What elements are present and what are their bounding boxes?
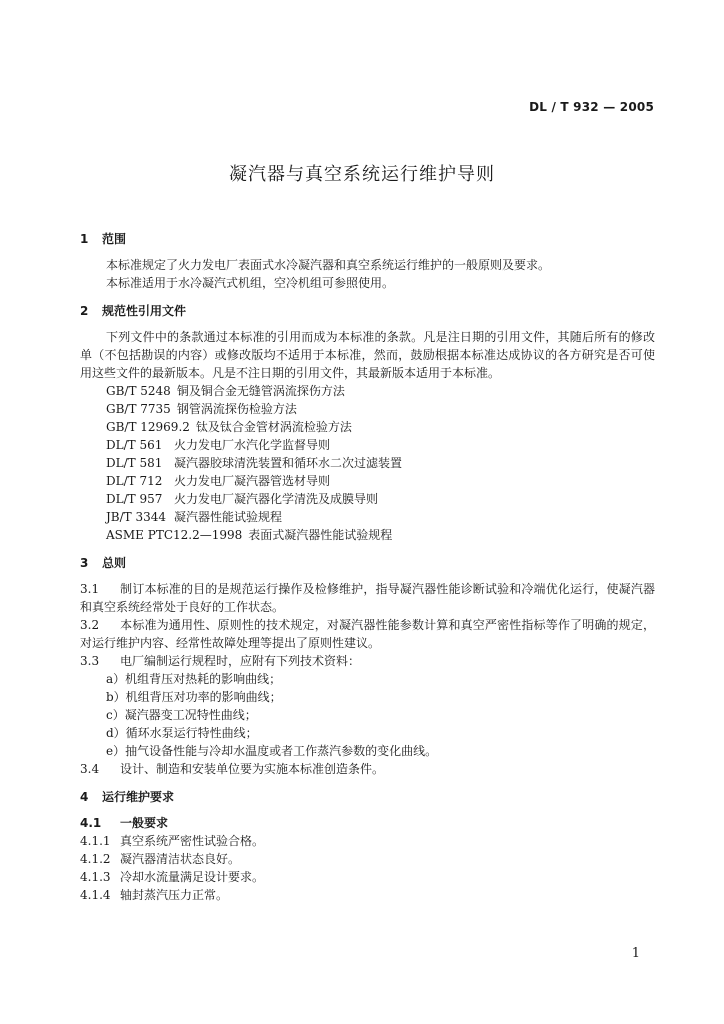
clause-text: 冷却水流量满足设计要求。 — [120, 870, 265, 884]
standard-code: DL / T 932 — 2005 — [529, 100, 654, 114]
section-4-heading — [80, 788, 655, 806]
clause-number: 3.2 — [80, 618, 100, 632]
reference-code: DL/T 561 — [106, 438, 163, 452]
subsection-number: 4.1 — [80, 816, 102, 830]
document-title: 凝汽器与真空系统运行维护导则 — [229, 164, 495, 185]
reference-code: GB/T 5248 — [106, 384, 171, 398]
paragraph: 本标准规定了火力发电厂表面式水冷凝汽器和真空系统运行维护的一般原则及要求。 — [106, 258, 551, 272]
clause-number: 3.3 — [80, 654, 100, 668]
reference-code: JB/T 3344 — [106, 510, 167, 524]
clause-4-1-4 — [80, 886, 655, 904]
section-title: 范围 — [102, 232, 127, 246]
clause-text: 真空系统严密性试验合格。 — [120, 834, 265, 848]
reference-item — [80, 418, 655, 436]
section-number: 1 — [80, 232, 89, 246]
clause-4-1-2 — [80, 850, 655, 868]
clause-text: 凝汽器清洁状态良好。 — [120, 852, 241, 866]
subsection-4-1-heading — [80, 814, 655, 832]
reference-item — [80, 400, 655, 418]
reference-title: 凝汽器胶球清洗装置和循环水二次过滤装置 — [174, 456, 403, 470]
clause-number: 4.1.3 — [80, 870, 111, 884]
clause-4-1-3 — [80, 868, 655, 886]
reference-title: 表面式凝汽器性能试验规程 — [248, 528, 393, 542]
reference-code: ASME PTC12.2—1998 — [106, 528, 243, 542]
reference-item — [80, 526, 655, 544]
reference-code: DL/T 581 — [106, 456, 163, 470]
subsection-title: 一般要求 — [120, 816, 169, 830]
section-3-heading — [80, 554, 655, 572]
reference-title: 火力发电厂水汽化学监督导则 — [174, 438, 331, 452]
reference-item — [80, 472, 655, 490]
list-item: a）机组背压对热耗的影响曲线； — [106, 672, 282, 686]
reference-title: 凝汽器性能试验规程 — [174, 510, 283, 524]
reference-code: DL/T 712 — [106, 474, 163, 488]
clause-number: 3.1 — [80, 582, 100, 596]
reference-item — [80, 382, 655, 400]
section-number: 3 — [80, 556, 89, 570]
clause-text: 设计、制造和安装单位要为实施本标准创造条件。 — [120, 762, 385, 776]
list-item: e）抽气设备性能与冷却水温度或者工作蒸汽参数的变化曲线。 — [106, 744, 438, 758]
clause-3-4 — [80, 760, 655, 778]
reference-item — [80, 436, 655, 454]
list-item: b）机组背压对功率的影响曲线； — [106, 690, 282, 704]
reference-item — [80, 508, 655, 526]
clause-number: 4.1.1 — [80, 834, 111, 848]
clause-text: 制订本标准的目的是规范运行操作及检修维护，指导凝汽器性能诊断试验和冷端优化运行，使凝汽器和真空系统经常处于良好的工作状态。 — [80, 582, 655, 614]
reference-code: DL/T 957 — [106, 492, 163, 506]
clause-number: 3.4 — [80, 762, 100, 776]
clause-text: 轴封蒸汽压力正常。 — [120, 888, 229, 902]
section-2-heading — [80, 302, 655, 320]
reference-title: 火力发电厂凝汽器化学清洗及成膜导则 — [174, 492, 379, 506]
page-number: 1 — [631, 946, 640, 961]
clause-text: 电厂编制运行规程时，应附有下列技术资料： — [120, 654, 361, 668]
reference-title: 火力发电厂凝汽器管选材导则 — [174, 474, 331, 488]
list-item: c）凝汽器变工况特性曲线； — [106, 708, 257, 722]
reference-item — [80, 454, 655, 472]
reference-item — [80, 490, 655, 508]
clause-3-3 — [80, 652, 655, 670]
reference-title: 钛及钛合金管材涡流检验方法 — [195, 420, 352, 434]
clause-4-1-1 — [80, 832, 655, 850]
clause-3-2 — [80, 616, 655, 652]
reference-code: GB/T 7735 — [106, 402, 171, 416]
section-title: 总则 — [102, 556, 127, 570]
reference-title: 铜及铜合金无缝管涡流探伤方法 — [176, 384, 345, 398]
section-title: 规范性引用文件 — [102, 304, 187, 318]
section-2-intro: 下列文件中的条款通过本标准的引用而成为本标准的条款。凡是注日期的引用文件，其随后所有的修改单（不包括勘误的内容）或修改版均不适用于本标准，然而，鼓励根据本标准达成协议的各方研究是否可使用这些文件的最新版本。凡是不注日期的引用文件，其最新版本适用于本标准。 — [80, 330, 655, 380]
clause-text: 本标准为通用性、原则性的技术规定，对凝汽器性能参数计算和真空严密性指标等作了明确的规定，对运行维护内容、经常性故障处理等提出了原则性建议。 — [80, 618, 655, 650]
section-number: 2 — [80, 304, 89, 318]
section-number: 4 — [80, 790, 89, 804]
clause-number: 4.1.2 — [80, 852, 111, 866]
section-1-heading — [80, 230, 655, 248]
section-title: 运行维护要求 — [102, 790, 175, 804]
document-body — [80, 230, 655, 904]
paragraph: 本标准适用于水冷凝汽式机组，空冷机组可参照使用。 — [106, 276, 395, 290]
reference-code: GB/T 12969.2 — [106, 420, 190, 434]
reference-title: 钢管涡流探伤检验方法 — [176, 402, 297, 416]
clause-3-1 — [80, 580, 655, 616]
list-item: d）循环水泵运行特性曲线； — [106, 726, 258, 740]
clause-number: 4.1.4 — [80, 888, 111, 902]
